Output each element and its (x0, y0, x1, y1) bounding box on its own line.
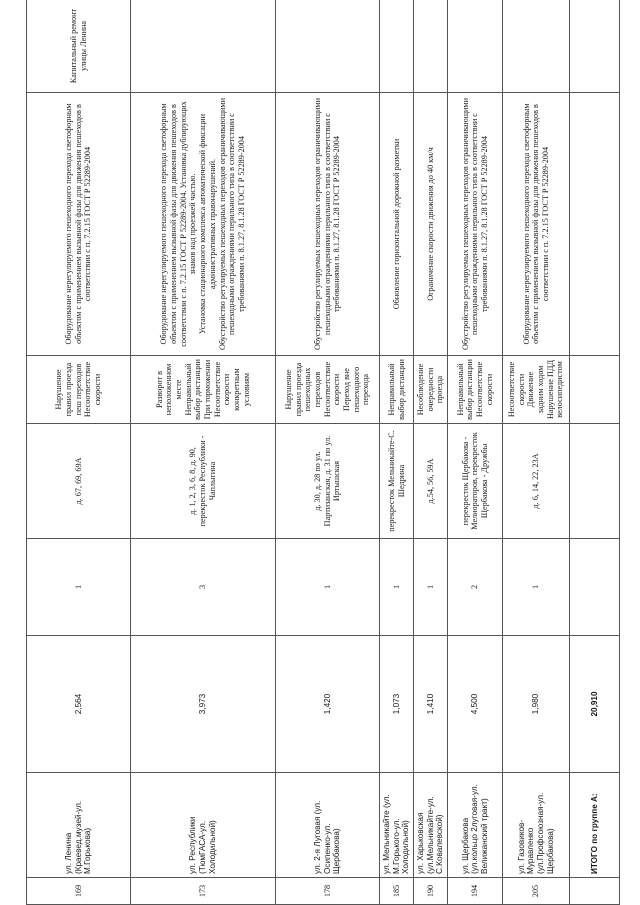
program-category: Капитальный ремонт улицы Ленина (27, 0, 131, 93)
proposed-measures (131, 93, 276, 356)
violation-type: Разворот в неположенном месте Неправильный выбор дистанции При торможении Несоответствие скорости конкретным условиям (131, 356, 276, 424)
table-row (131, 0, 276, 905)
segment-length: 1,073 (380, 636, 414, 773)
violation-type: Несоблюдение очередности проезда (414, 356, 448, 424)
segment-length: 1,410 (414, 636, 448, 773)
segment-length: 2,564 (27, 636, 131, 773)
total-blank-cell (570, 878, 620, 905)
accident-address: д. 67, 69, 69А (27, 424, 131, 539)
measure-text: Ограничение скорости движения до 40 км/ч (425, 147, 435, 301)
table-row (414, 0, 448, 905)
proposed-measures (380, 93, 414, 356)
measure-text: Обустройство регулируемых пешеходных переходов ограничивающими пешеходными ограждениями перильного типа в соответствии с требованиями п. 8.1.27, 8.1.28 ГОСТ Р 52289-2004 (460, 98, 489, 350)
total-row (570, 0, 620, 905)
street-segment: ул. Республики (ТюмГАСА-ул. Холодильной) (131, 773, 276, 878)
total-label: ИТОГО по группе А: (570, 773, 620, 878)
accident-address: д.54, 56, 59А (414, 424, 448, 539)
rotated-sheet (26, 0, 614, 905)
accident-address: д. 6, 14, 22, 23А (503, 424, 570, 539)
street-segment: ул. Мельникайте (ул. М.Горького-ул. Холодильной) (380, 773, 414, 878)
program-category (380, 0, 414, 93)
violation-type: Нарушение правил проезда пешеходных переходов Несоответствие скорости Переход вне пешеходного перехода (276, 356, 380, 424)
table-row (448, 0, 503, 905)
proposed-measures (276, 93, 380, 356)
accident-address: д. 1, 2, 3, 6, 8, д. 90, перекресток Республики - Чаплыгина (131, 424, 276, 539)
street-segment: ул. 2-я Луговая (ул. Осипенко-ул. Щербакова) (276, 773, 380, 878)
accident-address: перекресток Щербакова - Мелиораторов, перекресток Щербакова - Дружбы (448, 424, 503, 539)
accident-count: 1 (276, 539, 380, 636)
program-category (131, 0, 276, 93)
table-row (276, 0, 380, 905)
segment-length: 1,980 (503, 636, 570, 773)
measure-text: Оборудование нерегулируемого пешеходного перехода светофорным объектом с применением вызывной фазы для движения пешеходов в соответствии с п. 7.2.15 ГОСТ Р 52289-2004 (63, 103, 93, 345)
street-segment: ул. Газовиков-Муравленко (ул.Профсоюзная-ул. Щербакова) (503, 773, 570, 878)
segment-length: 1,420 (276, 636, 380, 773)
measure-text: Обустройство регулируемых пешеходных переходов ограничивающими пешеходными ограждениями перильного типа в соответствии с требованиями п. 8.1.27, 8.1.28 ГОСТ Р 52289-2004 (217, 98, 246, 350)
table-row (503, 0, 570, 905)
street-segment: ул. Щербакова (ул.кольцо 2луговая-ул. Велижанский тракт) (448, 773, 503, 878)
total-blank-cell (570, 356, 620, 424)
violation-type: Нарушение правил проезда пеш переходов Несоответствие скорости (27, 356, 131, 424)
table-row (27, 0, 131, 905)
program-category (503, 0, 570, 93)
row-number: 205 (503, 878, 570, 905)
accident-address: перекресток Мельникайте-С. Шедрина (380, 424, 414, 539)
row-number: 178 (276, 878, 380, 905)
row-number: 194 (448, 878, 503, 905)
violation-type: Неправильный выбор дистанции (380, 356, 414, 424)
row-number: 185 (380, 878, 414, 905)
accident-measures-table (26, 0, 620, 905)
violation-type: Неправильный выбор дистанции Несоответствие скорости (448, 356, 503, 424)
proposed-measures (27, 93, 131, 356)
accident-count: 1 (27, 539, 131, 636)
program-category (414, 0, 448, 93)
row-number: 169 (27, 878, 131, 905)
proposed-measures (448, 93, 503, 356)
measure-text: Обустройство регулируемых пешеходных переходов ограничивающими пешеходными ограждениями перильного типа в соответствии с требованиями п. 8.1.27, 8.1.28 ГОСТ Р 52289-2004 (312, 98, 342, 350)
table-row (380, 0, 414, 905)
accident-count: 1 (380, 539, 414, 636)
total-blank-cell (570, 424, 620, 539)
measure-text: Оборудование нерегулируемого пешеходного перехода светофорным объектом с применением вызывной фазы для движения пешеходов в соответствии с п. 7.2.15 ГОСТ Р 52289-2004 (521, 103, 550, 345)
total-length: 20,910 (570, 636, 620, 773)
street-segment: ул. Харьковская (ул.Мельникайте-ул. С.Ковалевской) (414, 773, 448, 878)
program-category (276, 0, 380, 93)
program-category (448, 0, 503, 93)
row-number: 190 (414, 878, 448, 905)
measure-text: Оборудование нерегулируемого пешеходного перехода светофорным объектом с применением вызывной фазы для движения пешеходов в соответствии с п. 7.2.15 ГОСТ Р 52289-2004. Установка дублирующих знаков над проезжей частью. (159, 101, 198, 347)
segment-length: 4,500 (448, 636, 503, 773)
accident-count: 3 (131, 539, 276, 636)
violation-type: Несоответствие скорости Движение задним ходом Нарушение ПДД велосипедистом (503, 356, 570, 424)
street-segment: ул. Ленина (Краевед.музей-ул. М.Горькова) (27, 773, 131, 878)
total-blank-cell (570, 0, 620, 93)
accident-count: 1 (414, 539, 448, 636)
accident-count: 1 (503, 539, 570, 636)
proposed-measures (414, 93, 448, 356)
measure-text: Установка стационарного комплекса автоматической фиксации административных правонарушений. (198, 113, 217, 335)
total-blank-cell (570, 93, 620, 356)
segment-length: 3,973 (131, 636, 276, 773)
accident-count: 2 (448, 539, 503, 636)
total-blank-cell (570, 539, 620, 636)
accident-address: д. 30, д. 28 по ул. Партизанская, д. 31 по ул. Иртышская (276, 424, 380, 539)
row-number: 173 (131, 878, 276, 905)
measure-text: Обновление горизонтальной дорожной разметки (391, 138, 401, 310)
proposed-measures (503, 93, 570, 356)
